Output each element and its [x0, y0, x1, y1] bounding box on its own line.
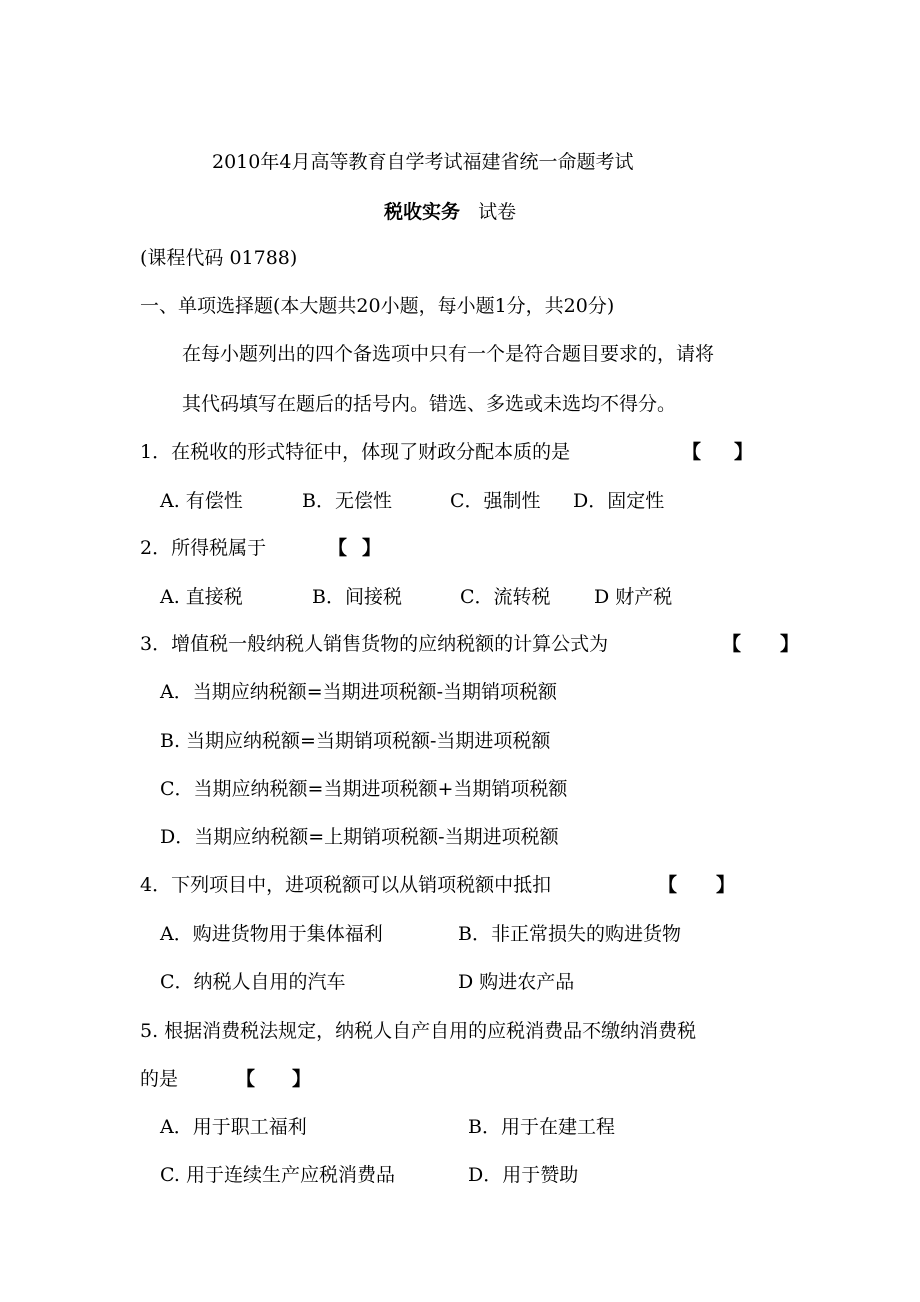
- option-a: A. 有偿性: [160, 490, 243, 512]
- answer-bracket-right: 】: [716, 874, 736, 896]
- answer-bracket-left: 【: [682, 441, 702, 463]
- question-stem: 3．增值税一般纳税人销售货物的应纳税额的计算公式为: [140, 633, 609, 655]
- option-a: A．用于职工福利: [160, 1116, 307, 1138]
- option-c: C．纳税人自用的汽车: [160, 971, 346, 993]
- answer-bracket-left: 【: [722, 633, 742, 655]
- answer-bracket-right: 】: [362, 537, 382, 559]
- option-b: B. 当期应纳税额=当期销项税额-当期进项税额: [160, 730, 551, 752]
- option-b: B．用于在建工程: [468, 1116, 615, 1138]
- option-b: B．间接税: [312, 586, 402, 608]
- section-heading: 一、单项选择题(本大题共20小题，每小题1分，共20分): [140, 295, 615, 317]
- exam-title: 2010年4月高等教育自学考试福建省统一命题考试: [212, 151, 634, 173]
- answer-bracket-left: 【: [236, 1068, 256, 1090]
- option-a: A．购进货物用于集体福利: [160, 923, 383, 945]
- section-instruction-2: 其代码填写在题后的括号内。错选、多选或未选均不得分。: [182, 393, 677, 415]
- question-stem: 5. 根据消费税法规定，纳税人自产自用的应税消费品不缴纳消费税: [140, 1020, 697, 1042]
- option-c: C. 用于连续生产应税消费品: [160, 1164, 395, 1186]
- question-stem: 4．下列项目中，进项税额可以从销项税额中抵扣: [140, 874, 552, 896]
- option-d: D 购进农产品: [458, 971, 575, 993]
- option-d: D．用于赞助: [468, 1164, 579, 1186]
- option-b: B．非正常损失的购进货物: [458, 923, 681, 945]
- answer-bracket-right: 】: [734, 441, 754, 463]
- option-c: C．当期应纳税额=当期进项税额+当期销项税额: [160, 778, 568, 800]
- answer-bracket-left: 【: [328, 537, 348, 559]
- option-d: D 财产税: [594, 586, 673, 608]
- subject-name: 税收实务: [384, 201, 461, 223]
- question-stem-continued: 的是: [140, 1068, 179, 1090]
- option-a: A. 直接税: [160, 586, 243, 608]
- option-c: C．流转税: [460, 586, 551, 608]
- answer-bracket-right: 】: [292, 1068, 312, 1090]
- answer-bracket-left: 【: [658, 874, 678, 896]
- option-b: B．无偿性: [302, 490, 392, 512]
- option-d: D．固定性: [573, 490, 665, 512]
- exam-subtitle: [384, 198, 516, 226]
- option-d: D．当期应纳税额=上期销项税额-当期进项税额: [160, 826, 559, 848]
- paper-label: 试卷: [478, 201, 517, 223]
- option-c: C．强制性: [450, 490, 541, 512]
- answer-bracket-right: 】: [780, 633, 800, 655]
- question-stem: 1．在税收的形式特征中，体现了财政分配本质的是: [140, 441, 571, 463]
- question-stem: 2．所得税属于: [140, 537, 267, 559]
- section-instruction-1: 在每小题列出的四个备选项中只有一个是符合题目要求的，请将: [182, 343, 715, 365]
- option-a: A．当期应纳税额=当期进项税额-当期销项税额: [160, 681, 558, 703]
- course-code: (课程代码 01788): [140, 247, 298, 269]
